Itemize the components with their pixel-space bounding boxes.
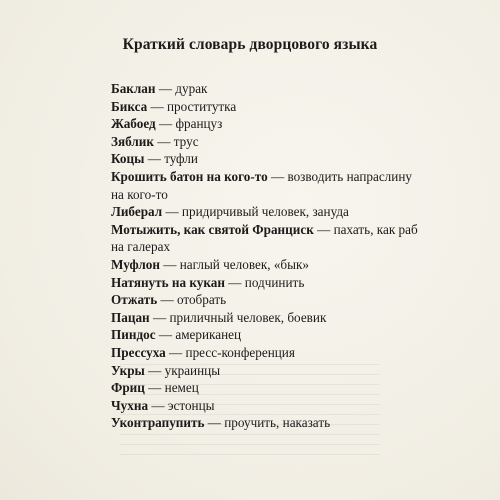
glossary-entry bbox=[111, 80, 496, 98]
glossary-entry bbox=[111, 115, 496, 133]
page-title: Краткий словарь дворцового языка bbox=[122, 36, 378, 53]
entry-definition: — придирчивый человек, зануда bbox=[162, 204, 349, 220]
glossary-entry bbox=[111, 133, 496, 151]
entry-term: Укры bbox=[111, 362, 145, 378]
entry-term: Коцы bbox=[111, 151, 145, 167]
entry-term: Зяблик bbox=[111, 133, 154, 149]
entry-term: Чухна bbox=[111, 397, 149, 413]
glossary-entry bbox=[111, 397, 496, 415]
glossary-entry bbox=[111, 98, 496, 116]
glossary-entry bbox=[111, 221, 496, 256]
entry-term: Пацан bbox=[111, 309, 150, 325]
entry-term: Муфлон bbox=[111, 256, 160, 272]
entry-term: Натянуть на кукан bbox=[111, 274, 225, 290]
glossary-entry bbox=[111, 362, 496, 380]
entry-definition: — наглый человек, «бык» bbox=[159, 256, 309, 272]
glossary-entry bbox=[111, 150, 496, 168]
entry-definition: — эстонцы bbox=[148, 397, 215, 413]
entry-term: Крошить батон на кого-то bbox=[111, 168, 268, 184]
entry-definition: — дурак bbox=[155, 81, 208, 96]
entry-definition: — приличный человек, боевик bbox=[149, 309, 327, 325]
entry-definition: — проучить, наказать bbox=[204, 415, 331, 431]
entry-definition: — туфли bbox=[144, 151, 198, 167]
entry-definition: — немец bbox=[144, 380, 199, 396]
glossary-entry bbox=[111, 291, 496, 309]
glossary-entry bbox=[111, 168, 496, 203]
entry-term: Жабоед bbox=[111, 116, 156, 132]
entry-term: Пиндос bbox=[111, 327, 156, 343]
glossary-list bbox=[111, 80, 496, 432]
glossary-entry bbox=[111, 379, 496, 397]
entry-term: Бикса bbox=[111, 98, 148, 114]
entry-definition: — трус bbox=[153, 133, 199, 149]
glossary-entry bbox=[111, 344, 496, 362]
glossary-entry bbox=[111, 326, 496, 344]
glossary-entry bbox=[111, 203, 496, 221]
entry-term: Баклан bbox=[111, 81, 156, 96]
entry-term: Либерал bbox=[111, 204, 163, 220]
entry-definition: — француз bbox=[155, 116, 223, 132]
entry-definition: — отобрать bbox=[157, 292, 227, 308]
entry-term: Прессуха bbox=[111, 344, 166, 360]
glossary-entry bbox=[111, 274, 496, 292]
entry-term: Уконтрапупить bbox=[111, 415, 205, 431]
entry-definition: — пахать, как раб bbox=[313, 221, 418, 237]
entry-continuation: на кого-то bbox=[111, 186, 168, 202]
entry-term: Фриц bbox=[111, 380, 145, 396]
glossary-entry bbox=[111, 309, 496, 327]
entry-term: Мотыжить, как святой Франциск bbox=[111, 221, 314, 237]
entry-definition: — проститутка bbox=[147, 98, 237, 114]
entry-continuation: на галерах bbox=[111, 239, 171, 255]
entry-definition: — возводить напраслину bbox=[267, 168, 412, 184]
entry-term: Отжать bbox=[111, 292, 158, 308]
entry-definition: — американец bbox=[155, 327, 242, 343]
glossary-entry bbox=[111, 256, 496, 274]
glossary-entry bbox=[111, 414, 496, 432]
entry-definition: — подчинить bbox=[224, 274, 305, 290]
entry-definition: — украинцы bbox=[144, 362, 221, 378]
entry-definition: — пресс-конференция bbox=[165, 344, 295, 360]
